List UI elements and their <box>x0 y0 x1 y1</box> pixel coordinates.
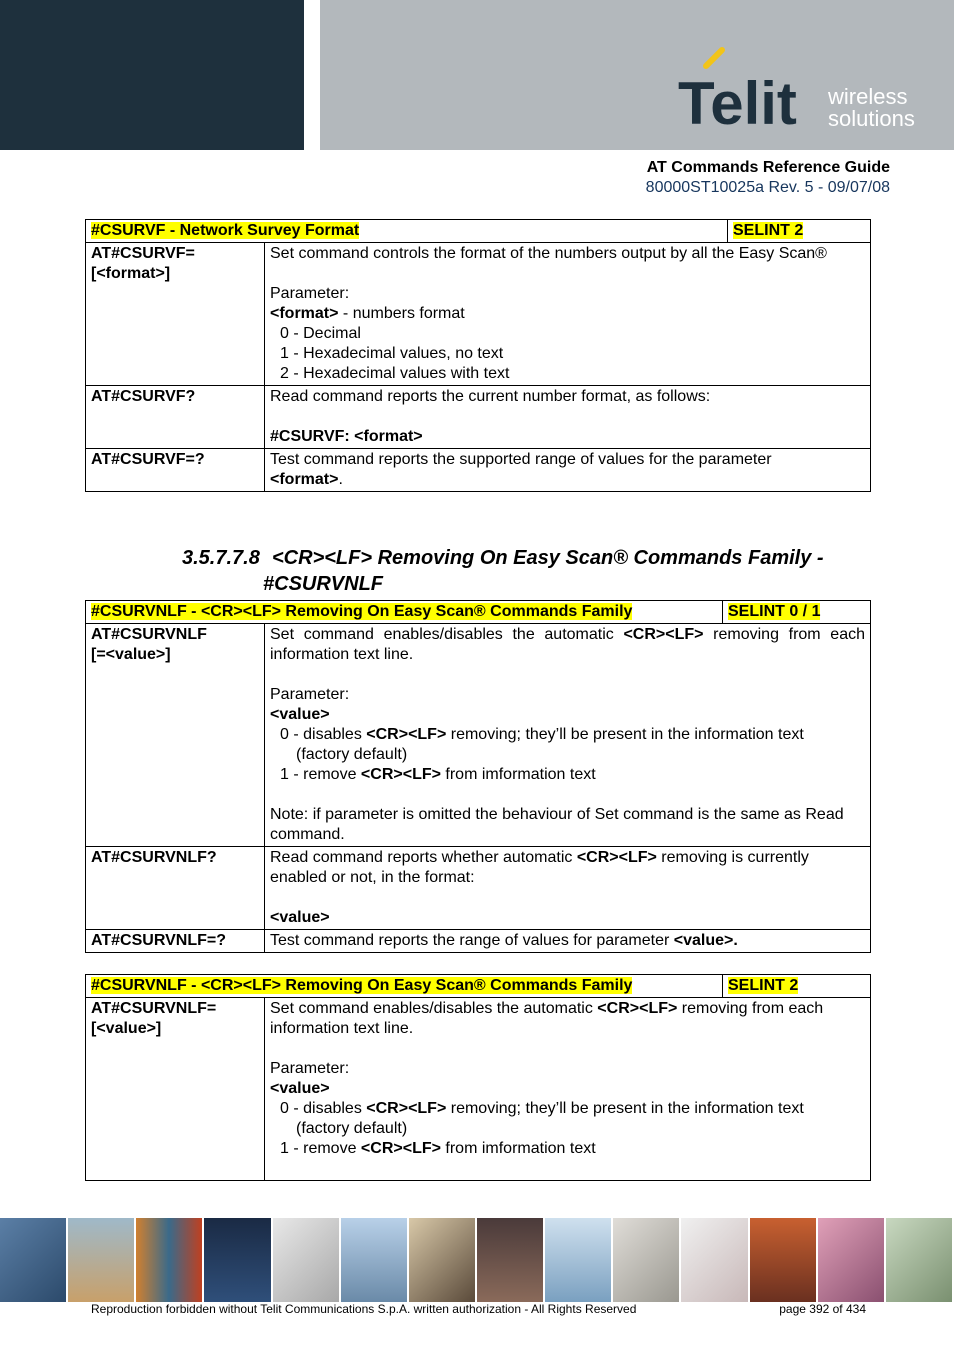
logo-wordmark: Telit <box>678 70 797 132</box>
section-title-line2: #CSURVNLF <box>263 573 384 595</box>
table-title: #CSURVNLF - <CR><LF> Removing On Easy Scan® Commands Family <box>91 603 633 620</box>
footer-page-number: page 392 of 434 <box>779 1302 866 1316</box>
logo-tagline-1: wireless <box>828 84 908 109</box>
footer-photo <box>886 1218 954 1302</box>
footer-copyright: Reproduction forbidden without Telit Communications S.p.A. written authorization - All Rights Reserved <box>91 1302 637 1316</box>
doc-subtitle: 80000ST10025a Rev. 5 - 09/07/08 <box>645 179 890 196</box>
footer-photo-strip <box>0 1218 954 1302</box>
footer-photo <box>477 1218 545 1302</box>
footer-photo <box>204 1218 272 1302</box>
footer-photo <box>750 1218 818 1302</box>
command-cell: AT#CSURVNLF= [<value>] <box>86 998 265 1181</box>
table-row <box>86 624 871 847</box>
section-number: 3.5.7.7.8 <box>182 547 260 569</box>
footer-photo <box>818 1218 886 1302</box>
selint-badge: SELINT 2 <box>733 222 804 239</box>
selint-badge: SELINT 0 / 1 <box>728 603 821 620</box>
description-cell: Set command enables/disables the automatic <CR><LF> removing from each information text line. Parameter: <value> 0 - disables <CR><LF> removing; they’ll be present in the information text (factory default) 1 - remove <CR><LF> from imformation text Note: if parameter is omitted the behaviour of Set command is the same as Read command. <box>265 624 871 847</box>
description-cell: Read command reports the current number format, as follows: #CSURVF: <format> <box>265 386 871 449</box>
command-cell: AT#CSURVF? <box>86 386 265 449</box>
command-cell: AT#CSURVF=? <box>86 449 265 492</box>
note-text: Note: if parameter is omitted the behaviour of Set command is the same as Read command. <box>270 806 849 843</box>
table-header-row <box>86 220 871 243</box>
table-title: #CSURVNLF - <CR><LF> Removing On Easy Scan® Commands Family <box>91 977 633 994</box>
telit-logo <box>676 46 936 132</box>
description-cell: Set command controls the format of the numbers output by all the Easy Scan® Parameter: <format> - numbers format 0 - Decimal 1 - Hexadecimal values, no text 2 - Hexadecimal values with text <box>265 243 871 386</box>
footer-photo <box>409 1218 477 1302</box>
footer-photo <box>341 1218 409 1302</box>
description-cell: Test command reports the supported range of values for the parameter <format>. <box>265 449 871 492</box>
footer-photo <box>273 1218 341 1302</box>
footer-photo <box>0 1218 68 1302</box>
command-cell: AT#CSURVNLF [=<value>] <box>86 624 265 847</box>
logo-tagline-2: solutions <box>828 106 915 131</box>
description-cell: Set command enables/disables the automatic <CR><LF> removing from each information text line. Parameter: <value> 0 - disables <CR><LF> removing; they’ll be present in the information text (factory default) 1 - remove <CR><LF> from imformation text <box>265 998 871 1181</box>
table-row <box>86 386 871 449</box>
footer-photo <box>68 1218 136 1302</box>
table-row <box>86 243 871 386</box>
table-row <box>86 449 871 492</box>
header-dark-band <box>0 0 304 150</box>
footer-photo <box>613 1218 681 1302</box>
table-row <box>86 847 871 930</box>
footer-photo <box>545 1218 613 1302</box>
description-cell: Read command reports whether automatic <CR><LF> removing is currently enabled or not, in the format: <value> <box>265 847 871 930</box>
section-title-line1: <CR><LF> Removing On Easy Scan® Commands Family - <box>272 547 824 569</box>
table-title: #CSURVF - Network Survey Format <box>91 222 360 239</box>
doc-title: AT Commands Reference Guide <box>646 159 890 176</box>
table-row <box>86 998 871 1181</box>
selint-badge: SELINT 2 <box>728 977 799 994</box>
table-row <box>86 930 871 953</box>
section-heading <box>182 545 824 597</box>
command-cell: AT#CSURVNLF=? <box>86 930 265 953</box>
command-cell: AT#CSURVNLF? <box>86 847 265 930</box>
csurvnlf-selint01-table <box>85 600 871 953</box>
csurvf-table <box>85 219 871 492</box>
table-header-row <box>86 975 871 998</box>
csurvnlf-selint2-table <box>85 974 871 1181</box>
footer-photo <box>136 1218 204 1302</box>
description-cell: Test command reports the range of values for parameter <value>. <box>265 930 871 953</box>
footer-photo <box>681 1218 749 1302</box>
command-cell: AT#CSURVF= [<format>] <box>86 243 265 386</box>
table-header-row <box>86 601 871 624</box>
